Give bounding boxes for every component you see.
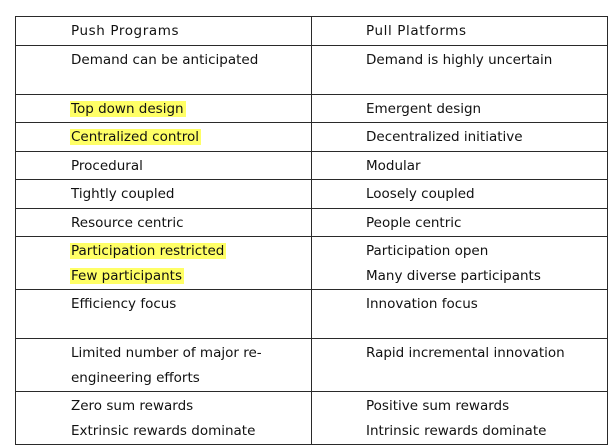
table-cell-line — [71, 183, 311, 208]
cell-text: Modular — [366, 157, 421, 174]
push-cell — [16, 123, 312, 152]
table-cell-line — [71, 49, 311, 74]
table-cell-line — [71, 420, 311, 445]
cell-text: Demand is highly uncertain — [366, 51, 553, 68]
table-body — [16, 17, 608, 445]
table-cell-line — [366, 420, 607, 445]
table-cell-line — [71, 265, 311, 290]
cell-text: Participation open — [366, 243, 489, 259]
table-cell-line — [71, 155, 311, 180]
cell-text: Extrinsic rewards dominate — [71, 422, 256, 439]
table-row — [16, 123, 608, 152]
cell-text: Emergent design — [366, 100, 482, 117]
table-header-row — [16, 17, 608, 46]
pull-cell — [312, 151, 608, 180]
table-cell-line — [71, 293, 311, 318]
cell-text: Decentralized initiative — [366, 129, 523, 145]
cell-text: Resource centric — [71, 214, 184, 231]
table-cell-line — [71, 395, 311, 420]
cell-text: Rapid incremental innovation — [366, 345, 565, 361]
cell-text: Zero sum rewards — [71, 398, 194, 414]
table-cell-line — [71, 240, 311, 265]
table-cell-line — [366, 126, 607, 151]
cell-text: Intrinsic rewards dominate — [366, 422, 547, 439]
pull-cell — [312, 339, 608, 392]
push-cell — [16, 339, 312, 392]
push-cell — [16, 208, 312, 237]
table-row — [16, 339, 608, 392]
table-cell-line — [366, 212, 607, 237]
table-cell-line — [366, 49, 607, 74]
pull-cell — [312, 208, 608, 237]
cell-text: Loosely coupled — [366, 186, 475, 202]
cell-text: Innovation focus — [366, 296, 478, 312]
cell-text: People centric — [366, 214, 462, 231]
push-cell — [16, 392, 312, 445]
cell-text: Limited number of major re- — [71, 345, 262, 361]
cell-text: Positive sum rewards — [366, 398, 510, 414]
table-row — [16, 392, 608, 445]
cell-text: Efficiency focus — [71, 296, 177, 312]
table-row — [16, 151, 608, 180]
header-pull-platforms: Pull Platforms — [366, 23, 467, 39]
pull-cell — [312, 290, 608, 339]
push-cell — [16, 151, 312, 180]
table-row — [16, 180, 608, 209]
table-cell-line — [366, 183, 607, 208]
push-pull-comparison-table — [15, 16, 608, 445]
pull-cell — [312, 123, 608, 152]
table-cell-line — [366, 98, 607, 123]
table-cell-line — [366, 240, 607, 265]
table-row — [16, 94, 608, 123]
push-cell — [16, 94, 312, 123]
highlighted-text: Top down design — [71, 100, 184, 117]
cell-text: Tightly coupled — [71, 186, 175, 202]
table-cell-line — [71, 98, 311, 123]
pull-cell — [312, 392, 608, 445]
table-row — [16, 237, 608, 290]
table-cell-line — [71, 342, 311, 367]
highlighted-text: Few participants — [71, 267, 182, 284]
table-row — [16, 45, 608, 94]
highlighted-text: Centralized control — [71, 129, 199, 145]
cell-text: engineering efforts — [71, 369, 200, 386]
cell-text: Demand can be anticipated — [71, 51, 259, 68]
table-row — [16, 208, 608, 237]
table-cell-line — [366, 155, 607, 180]
table-row — [16, 290, 608, 339]
pull-cell — [312, 237, 608, 290]
table-cell-line — [71, 212, 311, 237]
header-cell-push — [16, 17, 312, 46]
pull-cell — [312, 45, 608, 94]
cell-text: Many diverse participants — [366, 267, 541, 284]
table-cell-line — [366, 395, 607, 420]
table-cell-line — [366, 265, 607, 290]
highlighted-text: Participation restricted — [71, 243, 225, 259]
pull-cell — [312, 94, 608, 123]
pull-cell — [312, 180, 608, 209]
push-cell — [16, 237, 312, 290]
push-cell — [16, 180, 312, 209]
push-cell — [16, 45, 312, 94]
header-cell-pull — [312, 17, 608, 46]
table-cell-line — [71, 126, 311, 151]
table-cell-line — [366, 293, 607, 318]
table-cell-line — [366, 342, 607, 367]
push-cell — [16, 290, 312, 339]
header-push-programs: Push Programs — [71, 23, 180, 39]
cell-text: Procedural — [71, 157, 143, 174]
table-cell-line — [71, 367, 311, 392]
